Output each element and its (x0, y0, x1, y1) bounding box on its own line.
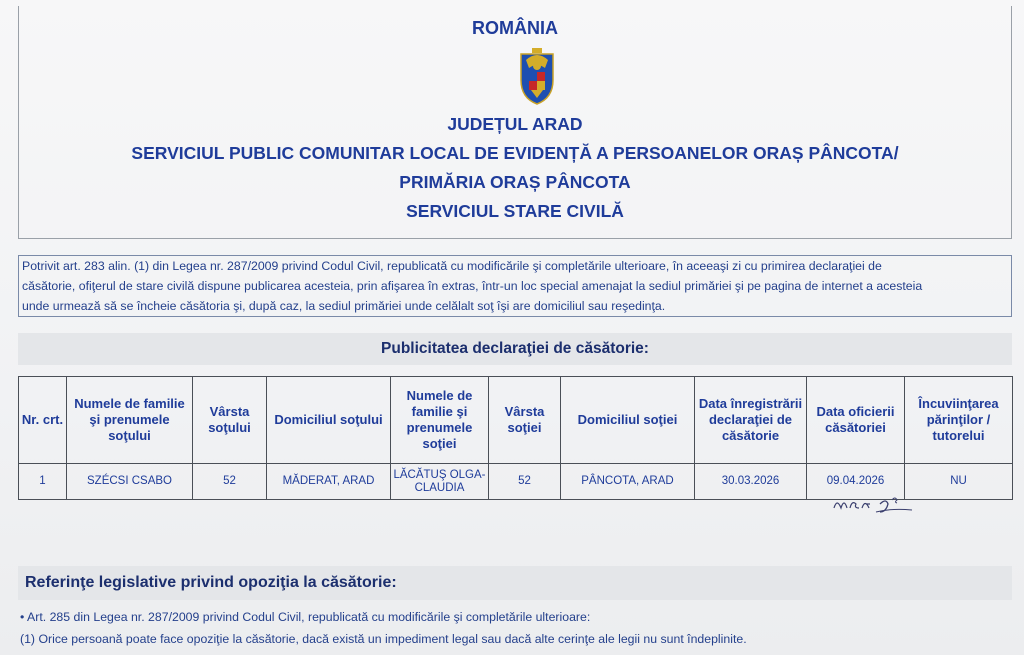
country-title: ROMÂNIA (472, 18, 558, 38)
publication-heading: Publicitatea declaraţiei de căsătorie: (18, 333, 1012, 365)
header-registration-date: Data înregistrării declaraţiei de căsătorie (695, 377, 807, 464)
header-wife-name: Numele de familie şi prenumele soţiei (391, 377, 489, 464)
county-title: JUDEȚUL ARAD (447, 114, 583, 134)
cell-wife-age: 52 (489, 464, 561, 500)
header-husband-age: Vârsta soţului (193, 377, 267, 464)
intro-line-2: căsătorie, ofiţerul de stare civilă dispune publicarea acesteia, prin afişarea în extras, într-un loc special amenajat la sediul primăriei şi pe pagina de internet a acesteia (22, 279, 923, 293)
references-heading: Referinţe legislative privind opoziţia la căsătorie: (18, 566, 1012, 600)
city-hall-title: PRIMĂRIA ORAȘ PÂNCOTA (399, 172, 631, 192)
handwritten-note-icon (832, 494, 922, 514)
header-nr: Nr. crt. (19, 377, 67, 464)
cell-wife-name: LĂCĂTUŞ OLGA-CLAUDIA (391, 464, 489, 500)
legal-intro-box (18, 255, 1012, 317)
coat-of-arms-icon (517, 46, 557, 106)
cell-husband-domicile: MĂDERAT, ARAD (267, 464, 391, 500)
header-husband-name: Numele de familie şi prenumele soţului (67, 377, 193, 464)
cell-parental-consent: NU (905, 464, 1013, 500)
declaration-table (18, 376, 1013, 500)
cell-nr: 1 (19, 464, 67, 500)
header-husband-domicile: Domiciliul soţului (267, 377, 391, 464)
header-wife-domicile: Domiciliul soţiei (561, 377, 695, 464)
cell-registration-date: 30.03.2026 (695, 464, 807, 500)
reference-article: • Art. 285 din Legea nr. 287/2009 privind Codul Civil, republicată cu modificările şi completările ulterioare: (20, 610, 591, 624)
header-ceremony-date: Data oficierii căsătoriei (807, 377, 905, 464)
header-parental-consent: Încuviinţarea părinţilor / tutorelui (905, 377, 1013, 464)
intro-line-1: Potrivit art. 283 alin. (1) din Legea nr. 287/2009 privind Codul Civil, republicată cu modificările şi completările ulterioare, în aceeaşi zi cu primirea declaraţiei de (22, 259, 882, 273)
department-title: SERVICIUL STARE CIVILĂ (406, 201, 624, 221)
table-header-row (19, 377, 1013, 464)
cell-wife-domicile: PÂNCOTA, ARAD (561, 464, 695, 500)
cell-husband-age: 52 (193, 464, 267, 500)
header-wife-age: Vârsta soţiei (489, 377, 561, 464)
header-frame (18, 6, 1012, 239)
cell-husband-name: SZÉCSI CSABO (67, 464, 193, 500)
reference-paragraph: (1) Orice persoană poate face opoziţie la căsătorie, dacă există un impediment legal sau dacă alte cerinţe ale legii nu sunt îndeplinite. (20, 632, 747, 646)
intro-line-3: unde urmează să se încheie căsătoria şi, după caz, la sediul primăriei unde celălalt soţ îşi are domiciliul sau reşedinţa. (22, 299, 666, 313)
service-title: SERVICIUL PUBLIC COMUNITAR LOCAL DE EVIDENȚĂ A PERSOANELOR ORAȘ PÂNCOTA/ (131, 143, 899, 163)
cell-ceremony-date: 09.04.2026 (807, 464, 905, 500)
